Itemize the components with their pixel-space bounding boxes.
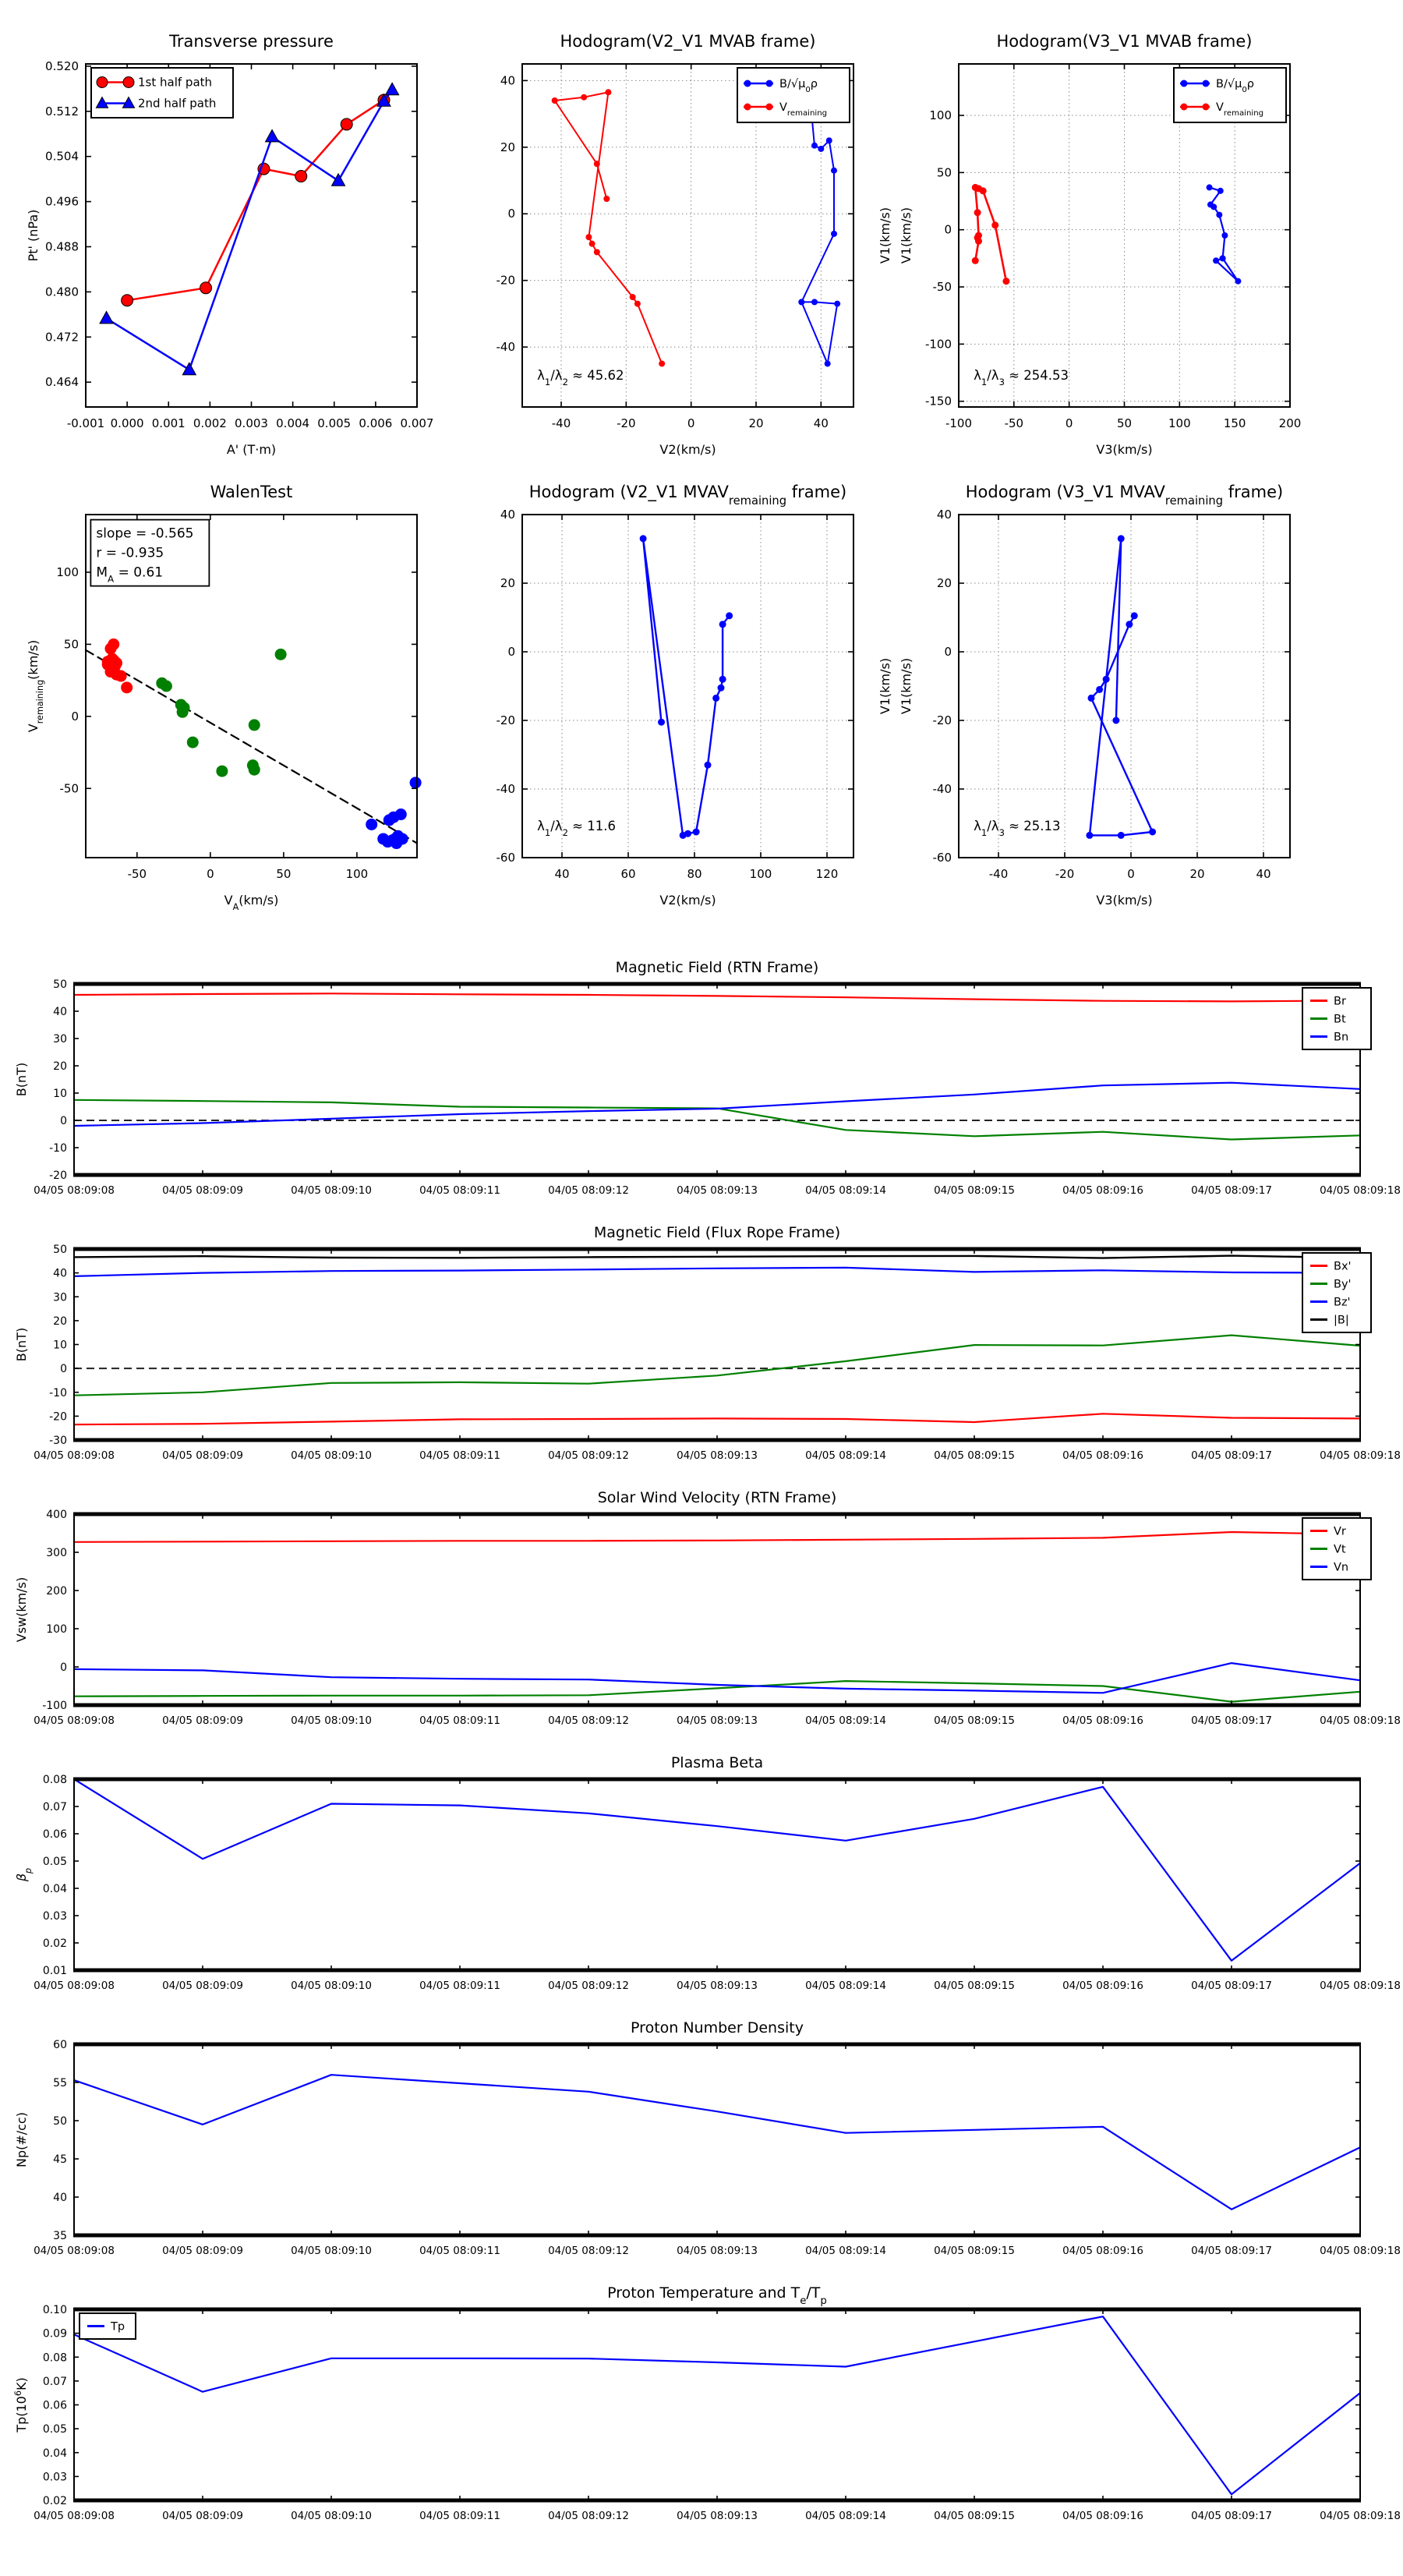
chart-b-rtn (14, 959, 1401, 1197)
y-tick-label: 60 (53, 2039, 67, 2051)
x-tick-label: 04/05 08:09:10 (291, 1184, 372, 1197)
y-tick-label: 0.04 (42, 2447, 67, 2460)
x-tick-label: 0 (207, 867, 214, 881)
chart-beta (14, 1754, 1401, 1992)
x-tick-label: 04/05 08:09:17 (1191, 2510, 1272, 2522)
y-tick-label: 0 (507, 207, 515, 221)
x-tick-label: 04/05 08:09:17 (1191, 1184, 1272, 1197)
x-tick-label: 04/05 08:09:08 (34, 1714, 115, 1727)
x-tick-label: 04/05 08:09:11 (419, 1449, 500, 1462)
x-tick-label: 40 (554, 867, 570, 881)
y-tick-label: 0 (944, 645, 952, 659)
legend-label: Bz' (1334, 1296, 1351, 1309)
y-tick-label: -40 (932, 782, 952, 796)
y-tick-label: -10 (49, 1142, 67, 1155)
y-tick-label: -50 (932, 280, 952, 294)
legend-label: $V_{remaining}$ (1216, 101, 1264, 118)
annotation-line: $M_A = 0.61$ (96, 564, 164, 585)
y-tick-label: 0.480 (45, 285, 79, 299)
y-tick-label: 0.06 (42, 1828, 67, 1841)
legend-label: |B| (1334, 1314, 1349, 1327)
x-tick-label: 04/05 08:09:18 (1320, 1714, 1401, 1727)
x-tick-label: 04/05 08:09:14 (805, 1714, 886, 1727)
x-tick-label: 40 (1256, 867, 1271, 881)
y-tick-label: 30 (53, 1291, 67, 1304)
y-tick-label: 0 (944, 222, 952, 237)
x-tick-label: 04/05 08:09:17 (1191, 2245, 1272, 2257)
x-tick-label: 100 (749, 867, 772, 881)
y-tick-label: 40 (53, 1006, 67, 1018)
y-tick-label: 40 (500, 508, 515, 522)
x-tick-label: 100 (345, 867, 369, 881)
x-tick-label: 04/05 08:09:13 (677, 1980, 758, 1992)
chart-vsw (14, 1489, 1401, 1727)
chart-title: WalenTest (210, 483, 293, 501)
chart-hodogram-v3v1-mvav (899, 483, 1290, 908)
x-tick-label: 0.001 (151, 416, 186, 430)
chart-title: Magnetic Field (Flux Rope Frame) (593, 1224, 841, 1241)
chart-np (14, 2019, 1401, 2257)
chart-title: Plasma Beta (670, 1754, 764, 1771)
legend-label: 2nd half path (138, 96, 217, 111)
y-tick-label: 50 (53, 978, 67, 991)
x-axis-label: V2(km/s) (659, 893, 716, 908)
y-tick-label: 10 (53, 1339, 67, 1352)
y-tick-label: -20 (932, 713, 952, 727)
y-tick-label: 10 (53, 1088, 67, 1100)
y-tick-label: 0.03 (42, 1910, 67, 1923)
y-tick-label: 50 (63, 637, 79, 652)
x-tick-label: 04/05 08:09:15 (934, 1714, 1015, 1727)
y-tick-label: -10 (49, 1386, 67, 1399)
chart-title: Hodogram (V2_V1 $MVAV_{remaining}$ frame) (528, 483, 847, 508)
x-tick-label: 04/05 08:09:14 (805, 1184, 886, 1197)
x-tick-label: 04/05 08:09:11 (419, 1980, 500, 1992)
x-tick-label: 50 (1116, 416, 1133, 430)
x-tick-label: 20 (748, 416, 764, 430)
x-tick-label: -40 (551, 416, 571, 430)
x-tick-label: 100 (1168, 416, 1191, 430)
y-tick-label: 40 (936, 508, 952, 522)
x-tick-label: 04/05 08:09:08 (34, 1184, 115, 1197)
x-tick-label: 04/05 08:09:18 (1320, 1449, 1401, 1462)
y-tick-label: 20 (936, 576, 952, 590)
chart-b-fr (14, 1224, 1401, 1462)
x-tick-label: 04/05 08:09:12 (548, 1449, 629, 1462)
y-tick-label: 0.01 (42, 1965, 67, 1977)
chart-title: Hodogram(V3_V1 MVAB frame) (996, 32, 1253, 51)
y-tick-label: 400 (46, 1509, 67, 1521)
y-tick-label: -30 (49, 1435, 67, 1447)
y-tick-label: -60 (496, 851, 515, 865)
y-axis-label: Vsw(km/s) (14, 1576, 29, 1643)
y-tick-label: 0.06 (42, 2399, 67, 2412)
y-tick-label: 0 (60, 1115, 67, 1127)
x-tick-label: -100 (945, 416, 973, 430)
y-tick-label: 40 (500, 73, 515, 88)
legend (1302, 1518, 1371, 1580)
chart-tp (13, 2284, 1401, 2522)
chart-walen-test (26, 483, 422, 912)
annotation-line: r = -0.935 (96, 545, 164, 561)
x-tick-label: 04/05 08:09:10 (291, 1449, 372, 1462)
x-tick-label: 04/05 08:09:16 (1062, 1449, 1143, 1462)
x-tick-label: 04/05 08:09:08 (34, 2510, 115, 2522)
annotation-text: $\lambda_1/\lambda_2 \approx 45.62$ (537, 367, 624, 387)
legend (1302, 1253, 1371, 1332)
chart-transverse-pressure (26, 32, 433, 457)
x-tick-label: 04/05 08:09:12 (548, 2510, 629, 2522)
y-axis-label: V1(km/s) (878, 657, 892, 715)
y-tick-label: 0.08 (42, 2351, 67, 2365)
y-tick-label: 20 (53, 1060, 67, 1073)
x-tick-label: 04/05 08:09:09 (162, 2245, 243, 2257)
annotation-text: $\lambda_1/\lambda_3 \approx 25.13$ (974, 818, 1061, 838)
y-tick-label: -20 (49, 1410, 67, 1424)
x-tick-label: -50 (127, 867, 147, 881)
x-tick-label: 04/05 08:09:09 (162, 2510, 243, 2522)
x-tick-label: 80 (687, 867, 702, 881)
x-tick-label: 04/05 08:09:17 (1191, 1449, 1272, 1462)
chart-title: Solar Wind Velocity (RTN Frame) (597, 1489, 837, 1506)
y-tick-label: -150 (924, 394, 952, 409)
y-tick-label: 50 (53, 2115, 67, 2128)
y-tick-label: 0.05 (42, 1856, 67, 1868)
legend-label: Bx' (1334, 1260, 1352, 1273)
y-tick-label: -50 (59, 781, 79, 796)
x-tick-label: 0.004 (276, 416, 310, 430)
x-tick-label: 120 (815, 867, 839, 881)
x-tick-label: 60 (620, 867, 636, 881)
y-tick-label: 0 (71, 709, 79, 724)
x-tick-label: 04/05 08:09:16 (1062, 1714, 1143, 1727)
legend-label: Vr (1334, 1525, 1346, 1538)
y-tick-label: 0.496 (45, 194, 79, 209)
x-tick-label: 04/05 08:09:11 (419, 1714, 500, 1727)
y-tick-label: 100 (929, 108, 952, 122)
x-axis-label: V3(km/s) (1096, 893, 1153, 908)
y-tick-label: 0.464 (45, 375, 79, 390)
y-tick-label: 45 (53, 2153, 67, 2166)
x-tick-label: 04/05 08:09:10 (291, 2510, 372, 2522)
legend-label: $V_{remaining}$ (779, 101, 828, 118)
x-axis-label: V2(km/s) (659, 442, 716, 457)
y-tick-label: 0.03 (42, 2471, 67, 2484)
y-tick-label: 0.05 (42, 2423, 67, 2436)
legend-label: 1st half path (138, 75, 213, 90)
y-tick-label: 0.04 (42, 1883, 67, 1895)
x-tick-label: 0 (687, 416, 695, 430)
y-tick-label: 0.488 (45, 239, 79, 254)
y-tick-label: 0 (60, 1661, 67, 1674)
y-tick-label: -60 (932, 851, 952, 865)
y-tick-label: 20 (500, 140, 515, 154)
chart-hodogram-v2v1-mvab (497, 32, 893, 457)
x-tick-label: 200 (1278, 416, 1302, 430)
y-tick-label: 0.02 (42, 2495, 67, 2507)
x-tick-label: -50 (1004, 416, 1024, 430)
chart-title: Hodogram (V3_V1 $MVAV_{remaining}$ frame) (965, 483, 1284, 508)
x-tick-label: 04/05 08:09:09 (162, 1980, 243, 1992)
y-tick-label: 0.08 (42, 1774, 67, 1786)
x-tick-label: 04/05 08:09:09 (162, 1714, 243, 1727)
x-axis-label: V3(km/s) (1096, 442, 1153, 457)
y-tick-label: -100 (42, 1700, 67, 1712)
x-tick-label: 04/05 08:09:08 (34, 2245, 115, 2257)
x-tick-label: 04/05 08:09:13 (677, 1184, 758, 1197)
annotation-text: $\lambda_1/\lambda_3 \approx 254.53$ (974, 367, 1069, 387)
legend-label: Bt (1334, 1013, 1346, 1026)
annotation (90, 520, 209, 586)
x-tick-label: 40 (813, 416, 829, 430)
y-axis-label: Np(#/cc) (14, 2112, 29, 2167)
x-tick-label: 04/05 08:09:17 (1191, 1714, 1272, 1727)
x-tick-label: 04/05 08:09:12 (548, 2245, 629, 2257)
x-tick-label: 0 (1065, 416, 1073, 430)
x-tick-label: 0.007 (400, 416, 434, 430)
x-tick-label: 20 (1189, 867, 1205, 881)
y-tick-label: 20 (500, 576, 515, 590)
y-tick-label: 40 (53, 1267, 67, 1280)
y-tick-label: 0.472 (45, 330, 79, 345)
x-tick-label: 0.005 (317, 416, 352, 430)
x-tick-label: 04/05 08:09:18 (1320, 1184, 1401, 1197)
y-axis-label: Pt' (nPa) (26, 209, 41, 262)
legend (80, 2313, 136, 2339)
y-tick-label: 0.09 (42, 2327, 67, 2341)
y-tick-label: 40 (53, 2192, 67, 2204)
legend-label: Bn (1334, 1031, 1349, 1044)
x-tick-label: 04/05 08:09:15 (934, 2510, 1015, 2522)
legend-label: Tp (111, 2320, 125, 2334)
x-tick-label: 0.003 (235, 416, 268, 430)
x-tick-label: 04/05 08:09:14 (805, 2245, 886, 2257)
x-tick-label: 04/05 08:09:15 (934, 2245, 1015, 2257)
y-tick-label: 100 (56, 564, 79, 579)
y-tick-label: 0.504 (45, 149, 79, 164)
y-tick-label: 35 (53, 2230, 67, 2242)
legend (1174, 68, 1286, 122)
x-tick-label: 0.006 (359, 416, 393, 430)
x-tick-label: 0 (1127, 867, 1135, 881)
legend-label: $B/√\mu_0\rho$ (1216, 78, 1254, 94)
x-tick-label: -20 (617, 416, 636, 430)
y-tick-label: 0 (507, 645, 515, 659)
chart-title: Transverse pressure (169, 32, 334, 51)
x-tick-label: 04/05 08:09:15 (934, 1449, 1015, 1462)
legend-label: $B/√\mu_0\rho$ (779, 78, 818, 94)
x-tick-label: 04/05 08:09:18 (1320, 1980, 1401, 1992)
x-tick-label: 04/05 08:09:12 (548, 1714, 629, 1727)
y-tick-label: 55 (53, 2077, 67, 2089)
legend-label: Vt (1334, 1543, 1346, 1556)
x-tick-label: 04/05 08:09:13 (677, 2245, 758, 2257)
y-tick-label: 0.512 (45, 104, 79, 119)
x-tick-label: 04/05 08:09:18 (1320, 2245, 1401, 2257)
x-tick-label: 04/05 08:09:11 (419, 2510, 500, 2522)
y-tick-label: -20 (49, 1169, 67, 1182)
x-tick-label: 04/05 08:09:09 (162, 1184, 243, 1197)
x-tick-label: 04/05 08:09:18 (1320, 2510, 1401, 2522)
y-axis-label: V1(km/s) (899, 207, 914, 264)
x-tick-label: 04/05 08:09:10 (291, 2245, 372, 2257)
x-axis-label: $V_A(km/s)$ (224, 893, 279, 912)
y-axis-label: B(nT) (14, 1062, 29, 1097)
y-tick-label: 200 (46, 1585, 67, 1598)
y-tick-label: -40 (496, 340, 515, 355)
x-tick-label: 04/05 08:09:14 (805, 1449, 886, 1462)
y-axis-label: $Tp(10^6K)$ (12, 2377, 29, 2433)
x-tick-label: 04/05 08:09:17 (1191, 1980, 1272, 1992)
x-tick-label: 04/05 08:09:16 (1062, 2245, 1143, 2257)
x-tick-label: 04/05 08:09:16 (1062, 2510, 1143, 2522)
chart-hodogram-v2v1-mvav (497, 483, 893, 908)
y-tick-label: 0.07 (42, 1801, 67, 1813)
x-tick-label: 04/05 08:09:10 (291, 1980, 372, 1992)
x-axis-label: A' (T·m) (226, 442, 277, 457)
chart-title: Magnetic Field (RTN Frame) (615, 959, 819, 976)
x-tick-label: 04/05 08:09:10 (291, 1714, 372, 1727)
x-tick-label: 150 (1223, 416, 1246, 430)
x-tick-label: -0.001 (66, 416, 105, 430)
legend (737, 68, 850, 122)
annotation-line: slope = -0.565 (96, 525, 194, 542)
legend (1302, 988, 1371, 1049)
y-tick-label: 20 (53, 1315, 67, 1328)
chart-title: Proton Number Density (631, 2019, 804, 2036)
y-axis-label: $V_{remaining}(km/s)$ (26, 639, 45, 733)
x-tick-label: 04/05 08:09:13 (677, 2510, 758, 2522)
x-tick-label: -40 (988, 867, 1009, 881)
y-tick-label: -100 (924, 337, 952, 352)
y-tick-label: 100 (46, 1623, 67, 1636)
x-tick-label: 04/05 08:09:16 (1062, 1184, 1143, 1197)
chart-title: Proton Temperature and $T_e/T_p$ (607, 2284, 827, 2307)
y-tick-label: 300 (46, 1547, 67, 1559)
legend-label: Br (1334, 995, 1346, 1008)
x-tick-label: 0.000 (110, 416, 144, 430)
y-tick-label: 30 (53, 1033, 67, 1046)
x-tick-label: 04/05 08:09:12 (548, 1980, 629, 1992)
x-tick-label: 04/05 08:09:14 (805, 1980, 886, 1992)
y-axis-label: V1(km/s) (899, 657, 914, 715)
y-tick-label: 50 (936, 165, 952, 180)
y-tick-label: -20 (496, 273, 515, 288)
y-tick-label: -40 (496, 782, 515, 796)
legend-label: Vn (1334, 1561, 1349, 1574)
x-tick-label: 04/05 08:09:13 (677, 1449, 758, 1462)
legend (91, 68, 233, 118)
y-tick-label: 0.520 (45, 58, 79, 73)
x-tick-label: 04/05 08:09:08 (34, 1980, 115, 1992)
x-tick-label: 04/05 08:09:13 (677, 1714, 758, 1727)
chart-hodogram-v3v1-mvab (899, 32, 1301, 457)
annotation-text: $\lambda_1/\lambda_2 \approx 11.6$ (537, 818, 616, 838)
y-tick-label: -20 (496, 713, 515, 727)
x-tick-label: 04/05 08:09:15 (934, 1184, 1015, 1197)
legend-label: By' (1334, 1278, 1352, 1291)
x-tick-label: 04/05 08:09:09 (162, 1449, 243, 1462)
x-tick-label: 04/05 08:09:16 (1062, 1980, 1143, 1992)
y-tick-label: 0.10 (42, 2304, 67, 2316)
y-tick-label: 0.07 (42, 2375, 67, 2388)
y-axis-label: B(nT) (14, 1327, 29, 1362)
x-tick-label: 04/05 08:09:15 (934, 1980, 1015, 1992)
x-tick-label: 04/05 08:09:12 (548, 1184, 629, 1197)
x-tick-label: 04/05 08:09:11 (419, 2245, 500, 2257)
y-axis-label: $\beta_p$ (14, 1867, 34, 1882)
chart-title: Hodogram(V2_V1 MVAB frame) (560, 32, 816, 51)
y-tick-label: 0.02 (42, 1937, 67, 1950)
x-tick-label: 50 (276, 867, 292, 881)
x-tick-label: 04/05 08:09:08 (34, 1449, 115, 1462)
x-tick-label: 0.002 (193, 416, 227, 430)
y-axis-label: V1(km/s) (878, 207, 892, 264)
x-tick-label: 04/05 08:09:14 (805, 2510, 886, 2522)
x-tick-label: -20 (1055, 867, 1075, 881)
x-tick-label: 04/05 08:09:11 (419, 1184, 500, 1197)
y-tick-label: 0 (60, 1363, 67, 1376)
y-tick-label: 50 (53, 1244, 67, 1256)
